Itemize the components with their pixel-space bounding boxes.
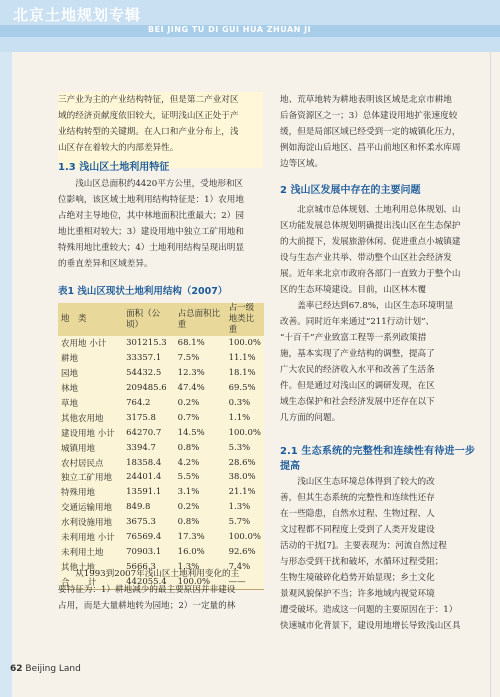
table-cell: 54432.5 — [126, 368, 162, 379]
text-line: 边等区域。 — [280, 159, 323, 169]
text-line: 特殊用地比重较大；4）土地利用结构呈现出明显 — [58, 243, 244, 253]
text-line: 盖率已经达到67.8%，山区生态环境明显 — [297, 301, 454, 311]
table-cell: 农村居民点 — [61, 458, 104, 469]
table-row — [58, 470, 264, 485]
table-row — [58, 544, 264, 559]
text-line: 展。近年来北京市政府各部门一直致力于整个山 — [280, 269, 461, 279]
journal-name: Beijing Land — [25, 664, 81, 674]
table-cell: 69.5% — [228, 383, 256, 394]
table-cell: 0.8% — [177, 442, 200, 453]
table-cell: 农用地 小计 — [61, 339, 107, 350]
text-line: 的垂直差异和区域差异。 — [58, 259, 153, 269]
table-cell: 68.1% — [177, 338, 205, 349]
land-use-table — [58, 303, 264, 590]
table-cell: —— — [226, 574, 264, 589]
text-line: 生物生境破碎化趋势开始显现；乡土文化 — [280, 573, 435, 583]
table-cell: 交通运输用地 — [61, 503, 113, 514]
text-line: 区功能发展总体规划明确提出浅山区在生态保护 — [280, 221, 461, 231]
table-row — [58, 351, 264, 366]
text-line: 地、荒草地转为耕地表明该区域是北京市耕地 — [280, 95, 452, 105]
table-cell: 1.3% — [228, 502, 251, 513]
text-line: 的大前提下，发展旅游休闲、促进重点小城镇建 — [280, 237, 461, 247]
table-cell: 4.2% — [177, 457, 200, 468]
table-cell: 21.1% — [228, 487, 256, 498]
text-line: 三产业为主的产业结构特征，但是第二产业对区 — [58, 95, 239, 105]
table-row — [58, 425, 264, 440]
table-row — [58, 455, 264, 470]
table-cell: 76569.4 — [126, 532, 162, 543]
table-header: 占总面积比重 — [175, 303, 226, 336]
text-line: 善，但其生态系统的完整性和连续性还存 — [280, 493, 435, 503]
text-line: 活动的干扰[7]。主要表现为：河流自然过程 — [280, 541, 447, 551]
page-header — [0, 0, 500, 52]
right-margin-rule — [490, 52, 491, 697]
table-cell: 17.3% — [177, 532, 205, 543]
table-cell: 18.1% — [228, 368, 256, 379]
table-cell: 64270.7 — [126, 427, 162, 438]
table-cell: 70903.1 — [126, 546, 162, 557]
table-cell: 764.2 — [126, 398, 151, 408]
text-line: 地比重相对较大；3）建设用地中独立工矿用地和 — [58, 227, 244, 237]
table-cell: 林地 — [61, 384, 79, 395]
table-cell: 独立工矿用地 — [61, 473, 113, 484]
text-line: 改善。同时近年来通过“211行动计划”、 — [280, 317, 435, 327]
table-cell: 3175.8 — [126, 412, 156, 423]
text-line: 要特征为：1）耕地减少的最主要原因并非建设 — [58, 585, 236, 595]
text-line: 文过程都不同程度上受到了人类开发建设 — [280, 525, 435, 535]
section-2 — [280, 183, 475, 426]
text-line: 景观风貌保护不当；许多地域内视觉环境 — [280, 589, 435, 599]
text-line: 例如海淀山后地区、昌平山前地区和怀柔水库周 — [280, 143, 461, 153]
table-cell: 0.2% — [177, 502, 200, 513]
table-cell: 合 计 — [58, 574, 123, 589]
table-cell: 0.8% — [177, 517, 200, 528]
table-cell: 47.4% — [177, 383, 205, 394]
table-row — [58, 500, 264, 515]
table-cell: 草地 — [61, 399, 79, 409]
table-cell: 92.6% — [228, 546, 256, 557]
text-line: 缓，但是局部区域已经受到一定的城镇化压力， — [280, 127, 461, 137]
table-cell: 209485.6 — [126, 383, 167, 394]
section-heading: 2 浅山区发展中存在的主要问题 — [280, 185, 421, 196]
text-line: 占用，而是大量耕地转为园地；2）一定量的林 — [58, 601, 236, 611]
table-cell: 28.6% — [228, 457, 256, 468]
text-line: 设与生态产业共举、带动整个山区社会经济发 — [280, 253, 452, 263]
table-row — [58, 440, 264, 455]
text-line: 区的生态环境建设。目前，山区林木覆 — [280, 285, 427, 295]
text-line: 浅山区总面积约4420平方公里，受地形和区 — [75, 179, 244, 189]
text-line: 与形态受到干扰和破坏，水循环过程受阻； — [280, 557, 444, 567]
table-cell: 16.0% — [177, 546, 205, 557]
table-cell: 442055.4 — [123, 574, 175, 589]
table-cell: 特殊用地 — [61, 488, 96, 499]
table-caption: 表1 浅山区现状土地利用结构（2007） — [58, 286, 228, 297]
table-cell: 24401.4 — [126, 472, 162, 483]
text-line: 遭受破坏。造成这一问题的主要原因在于：1） — [280, 605, 458, 615]
text-line: 从1993到2007年浅山区土地利用变化的主 — [75, 569, 240, 579]
table-row — [58, 485, 264, 500]
table-header: 占一级地类比重 — [226, 303, 264, 336]
table-row — [58, 381, 264, 396]
table-cell: 0.2% — [177, 398, 200, 408]
table-cell: 12.3% — [177, 368, 205, 379]
table-cell: 13591.1 — [126, 487, 162, 498]
table-cell: 1.1% — [228, 412, 251, 423]
table-cell: 水利设施用地 — [61, 518, 113, 529]
table-cell: 5666.3 — [126, 561, 156, 572]
text-line: 后备资源区之一；3）总体建设用地扩张速度较 — [280, 111, 458, 121]
table-cell: 301215.3 — [126, 338, 167, 349]
text-line: 几方面的问题。 — [280, 413, 341, 423]
text-line: 在一些隐患，自然水过程、生物过程、人 — [280, 509, 435, 519]
table-cell: 未利用土地 — [61, 547, 104, 558]
text-line: 北京城市总体规划、土地利用总体规划、山 — [297, 205, 461, 215]
section-heading: 1.3 浅山区土地利用特征 — [58, 162, 170, 173]
text-line: 占绝对主导地位，其中林地面积比重最大；2）园 — [58, 211, 244, 221]
table-cell: 未利用地 小计 — [61, 533, 115, 544]
text-line: 浅山区生态环境总体得到了较大的改 — [297, 477, 435, 487]
table-row — [58, 396, 264, 411]
table-cell: 7.4% — [228, 561, 251, 572]
right-column-top — [280, 92, 475, 172]
text-line: 业结构转型的关键期。在人口和产业分布上，浅 — [58, 127, 239, 137]
text-line: 山区存在着较大的内部差异性。 — [58, 143, 179, 153]
table-cell: 3394.7 — [126, 442, 156, 453]
table-cell: 园地 — [61, 369, 79, 380]
left-margin-strip — [0, 52, 12, 697]
table-cell: 3.1% — [177, 487, 200, 498]
table-cell: 11.1% — [228, 353, 256, 364]
left-column-after-table — [58, 566, 271, 614]
text-line: “十百千”产业致富工程等一系列政策措 — [280, 333, 427, 343]
table-cell: 38.0% — [228, 472, 256, 483]
table-header: 地 类 — [58, 303, 123, 336]
text-line: 域生态保护和社会经济发展中还存在以下 — [280, 397, 435, 407]
table-row — [58, 530, 264, 545]
table-cell: 1.3% — [177, 561, 200, 572]
text-line: 广大农民的经济收入水平和改善了生活条 — [280, 365, 435, 375]
text-line: 快速城市化背景下，建设用地增长导致浅山区具 — [280, 621, 461, 631]
table-cell: 3675.3 — [126, 517, 156, 528]
table-row — [58, 410, 264, 425]
table-cell: 0.3% — [228, 398, 251, 408]
text-line: 位影响，该区域土地利用结构特征是：1）农用地 — [58, 195, 244, 205]
text-line: 域的经济贡献度依旧较大，证明浅山区正处于产 — [58, 111, 239, 121]
table-cell: 0.7% — [177, 412, 200, 423]
table-row — [58, 515, 264, 530]
table-cell: 城镇用地 — [61, 443, 96, 454]
table-cell: 5.7% — [228, 517, 251, 528]
table-header: 面积（公顷） — [123, 303, 175, 336]
table-cell: 18358.4 — [126, 457, 162, 468]
page-number: 62 — [10, 664, 23, 674]
table-cell: 其他农用地 — [61, 413, 104, 424]
column-title-pinyin: BEI JING TU DI GUI HUA ZHUAN JI — [148, 25, 312, 34]
left-column-intro — [58, 92, 271, 156]
text-line: 件。但是通过对浅山区的调研发现，在区 — [280, 381, 435, 391]
section-1-3 — [58, 160, 271, 272]
table-cell: 849.8 — [126, 502, 151, 513]
table-row — [58, 336, 264, 351]
table-cell: 建设用地 小计 — [61, 428, 115, 439]
text-line: 施，基本实现了产业结构的调整，提高了 — [280, 349, 435, 359]
table-cell: 5.3% — [228, 442, 251, 453]
table-cell: 其他土地 — [61, 562, 96, 573]
table-cell: 耕地 — [61, 354, 79, 365]
table-cell: 100.0% — [228, 427, 261, 438]
table-cell: 33357.1 — [126, 353, 162, 364]
table-cell: 100.0% — [228, 338, 261, 349]
table-cell: 100.0% — [228, 532, 261, 543]
subsection-heading: 2.1 生态系统的完整性和连续性有待进一步提高 — [280, 446, 475, 472]
table-row — [58, 366, 264, 381]
section-2-1 — [280, 444, 475, 634]
table-cell: 7.5% — [177, 353, 200, 364]
table-cell: 100.0% — [175, 574, 226, 589]
table-cell: 14.5% — [177, 427, 205, 438]
column-title: 北京土地规划专辑 — [13, 6, 142, 24]
table-header-row — [58, 303, 264, 336]
page-footer — [10, 664, 81, 674]
table-cell: 5.5% — [177, 472, 200, 483]
